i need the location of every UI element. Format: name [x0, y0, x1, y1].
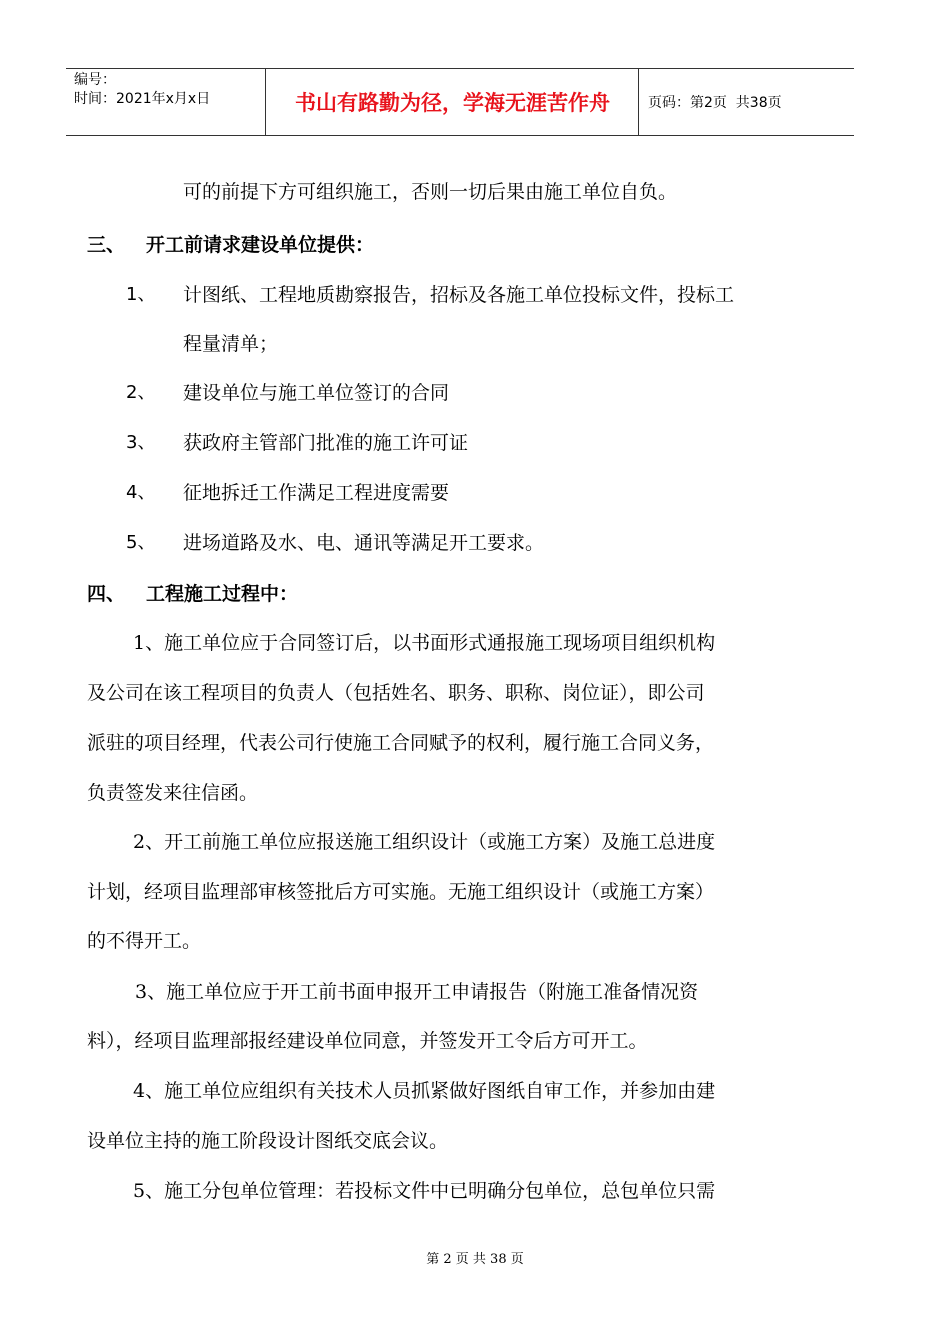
paragraph-line: 计划，经项目监理部审核签批后方可实施。无施工组织设计（或施工方案） [87, 881, 715, 903]
page-header [66, 68, 854, 136]
paragraph-line: 及公司在该工程项目的负责人（包括姓名、职务、职称、岗位证），即公司 [87, 682, 705, 704]
paragraph-line: 3、施工单位应于开工前书面申报开工申请报告（附施工准备情况资 [135, 981, 699, 1003]
item-number: 5、 [126, 532, 156, 553]
paragraph-line: 4、施工单位应组织有关技术人员抓紧做好图纸自审工作，并参加由建 [133, 1080, 716, 1102]
section-4-title: 工程施工过程中： [146, 583, 299, 605]
list-item: 计图纸、工程地质勘察报告，招标及各施工单位投标文件，投标工 [183, 284, 735, 306]
section-4-number: 四、 [87, 583, 126, 605]
section-3-number: 三、 [87, 234, 126, 256]
paragraph-line: 2、开工前施工单位应报送施工组织设计（或施工方案）及施工总进度 [133, 831, 716, 853]
header-divider [638, 69, 639, 135]
item-number: 3、 [126, 432, 156, 453]
list-item: 征地拆迁工作满足工程进度需要 [183, 482, 450, 504]
footer-page-number: 第 2 页 共 38 页 [426, 1252, 524, 1267]
paragraph-line: 负责签发来往信函。 [87, 782, 259, 804]
list-item: 进场道路及水、电、通讯等满足开工要求。 [183, 532, 545, 554]
paragraph-line: 1、施工单位应于合同签订后，以书面形式通报施工现场项目组织机构 [133, 632, 716, 654]
paragraph-line: 5、施工分包单位管理：若投标文件中已明确分包单位，总包单位只需 [133, 1180, 716, 1202]
serial-label: 编号： [74, 72, 116, 88]
header-page-info [648, 69, 782, 135]
paragraph-line: 设单位主持的施工阶段设计图纸交底会议。 [87, 1130, 449, 1152]
list-item: 建设单位与施工单位签订的合同 [183, 382, 450, 404]
header-meta [74, 71, 210, 109]
item-number: 1、 [126, 284, 156, 305]
list-item-continuation: 程量清单； [183, 333, 279, 355]
paragraph-line: 派驻的项目经理，代表公司行使施工合同赋予的权利，履行施工合同义务， [87, 732, 715, 754]
time-label: 时间：2021年x月x日 [74, 91, 211, 107]
item-number: 2、 [126, 382, 156, 403]
list-item: 获政府主管部门批准的施工许可证 [183, 432, 469, 454]
page-footer [0, 1248, 950, 1267]
page-label: 页码： [648, 95, 690, 111]
paragraph-line: 料），经项目监理部报经建设单位同意，并签发开工令后方可开工。 [87, 1030, 648, 1052]
page-value: 第2页 共38页 [690, 95, 782, 111]
continuation-line: 可的前提下方可组织施工，否则一切后果由施工单位自负。 [183, 181, 678, 203]
section-3-title: 开工前请求建设单位提供： [146, 234, 375, 256]
header-motto: 书山有路勤为径，学海无涯苦作舟 [295, 91, 610, 115]
paragraph-line: 的不得开工。 [87, 930, 202, 952]
item-number: 4、 [126, 482, 156, 503]
